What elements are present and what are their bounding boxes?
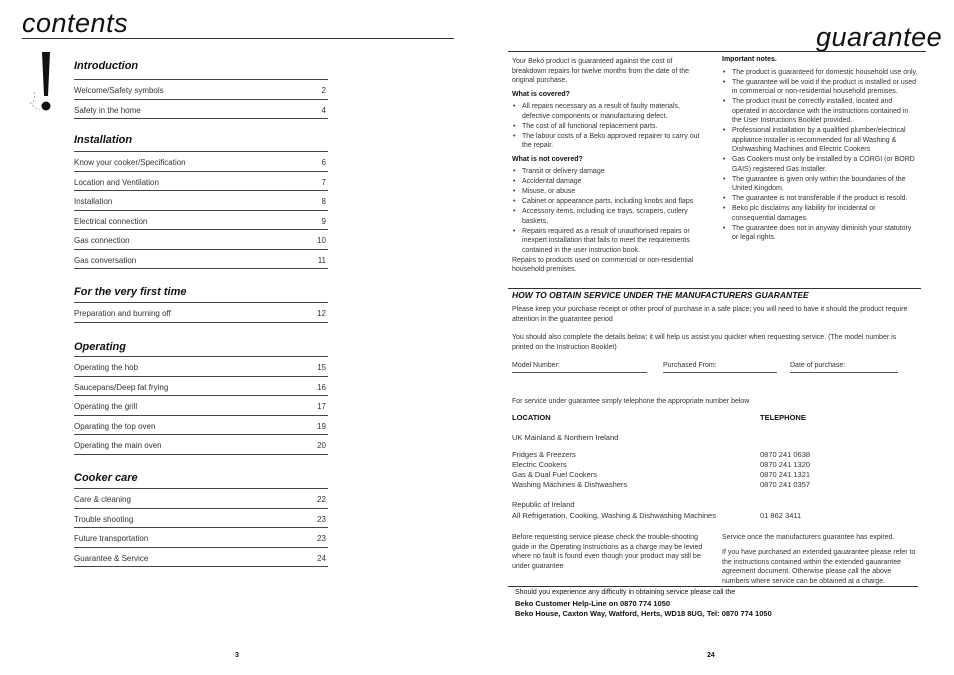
- toc-entry-page: 22: [317, 495, 326, 504]
- location-heading: LOCATION: [512, 413, 551, 422]
- toc-entry[interactable]: [74, 508, 328, 526]
- uk-row-telephone: 0870 241 1321: [760, 470, 811, 479]
- list-item: • The guarantee is given only within the boundaries of the United Kingdom.: [722, 175, 918, 194]
- howto-paragraph-1: Please keep your purchase receipt or other proof of purchase in a safe place; you will need to have it should the product require attention in the guarantee period: [512, 306, 908, 323]
- uk-row-label: Fridges & Freezers: [512, 450, 576, 459]
- toc-entry-page: 4: [321, 105, 326, 115]
- service-intro: For service under guarantee simply telephone the appropriate number below: [512, 398, 750, 405]
- uk-row-telephone: 0870 241 0357: [760, 480, 811, 489]
- not-covered-heading: What is not covered?: [512, 155, 583, 163]
- toc-entry[interactable]: [74, 376, 328, 394]
- list-item: • All repairs necessary as a result of faulty materials, defective components or manufacturing defect.: [512, 102, 707, 121]
- toc-entry-page: 23: [317, 534, 326, 543]
- service-expired-note: Service once the manufacturers guarantee has expired.: [722, 534, 895, 541]
- contents-title: contents: [22, 8, 129, 38]
- toc-entry[interactable]: [74, 79, 328, 97]
- section-end-rule: [74, 268, 328, 269]
- toc-entry-label: Operating the grill: [74, 402, 138, 411]
- howto-heading: HOW TO OBTAIN SERVICE UNDER THE MANUFACTURERS GUARANTEE: [512, 290, 809, 300]
- section-end-rule: [74, 566, 328, 567]
- list-item: • Professional installation by a qualified plumber/electrical appliance installer is recommended for all Washing & Dishwashing Machines and Electric Cookers: [722, 126, 918, 155]
- model-number-label: Model Number:: [512, 362, 560, 369]
- toc-entry[interactable]: [74, 99, 328, 117]
- toc-entry-page: 8: [321, 197, 326, 206]
- toc-entry-page: 20: [317, 441, 326, 450]
- covered-heading: What is covered?: [512, 90, 570, 98]
- toc-entry-label: Installation: [74, 197, 113, 206]
- toc-entry-page: 24: [317, 553, 326, 563]
- list-item: • The guarantee does not in anyway diminish your statutory or legal rights.: [722, 224, 918, 243]
- title-divider: [22, 38, 454, 39]
- toc-entry[interactable]: [74, 395, 328, 413]
- not-covered-tail: Repairs to products used on commercial or non-residential household premises.: [512, 256, 694, 273]
- toc-entry-label: Preparation and burning off: [74, 309, 171, 318]
- toc-entry[interactable]: [74, 171, 328, 189]
- list-item: • Cabinet or appearance parts, including knobs and flaps: [512, 197, 707, 207]
- list-item: • The product is guaranteed for domestic household use only.: [722, 68, 918, 78]
- toc-entry[interactable]: [74, 151, 328, 169]
- telephone-heading: TELEPHONE: [760, 413, 806, 422]
- section-heading: Operating: [74, 341, 126, 353]
- list-item: • Transit or delivery damage: [512, 167, 707, 177]
- guarantee-title: guarantee: [816, 22, 943, 52]
- howto-divider: [508, 288, 921, 289]
- toc-entry-label: Operating the hob: [74, 363, 139, 372]
- guarantee-intro: Your Beko product is guaranteed against the cost of breakdown repairs for twelve months from the date of the original purchase.: [512, 58, 690, 84]
- toc-entry[interactable]: [74, 356, 328, 374]
- section-end-rule: [74, 454, 328, 455]
- roi-label: All Refrigeration, Cooking, Washing & Dishwashing Machines: [512, 511, 716, 520]
- howto-paragraph-2: You should also complete the details below; it will help us assist you quicker when requesting service. (The model number is printed on the Instruction Booklet): [512, 334, 897, 351]
- toc-entry-page: 7: [321, 177, 326, 187]
- bottom-divider: [508, 586, 918, 587]
- toc-entry-label: Location and Ventilation: [74, 177, 159, 187]
- section-heading: For the very first time: [74, 286, 187, 298]
- list-item: • The product must be correctly installed, located and operated in accordance with the instructions contained in the User Instructions Booklet provided.: [722, 97, 918, 126]
- exclamation-warning-icon: [28, 48, 64, 120]
- toc-entry-page: 2: [321, 86, 326, 95]
- uk-heading: UK Mainland & Northern Ireland: [512, 433, 619, 442]
- list-item: • Repairs required as a result of unauthorised repairs or inexpert installation that fails to meet the requirements contained in the user instruction book.: [512, 227, 707, 256]
- difficulty-text: Should you experience any difficulty in obtaining service please call the: [515, 589, 736, 596]
- list-item: • Misuse, or abuse: [512, 187, 707, 197]
- list-item: • The guarantee will be void if the product is installed or used in commercial or non-residential household premises.: [722, 78, 918, 97]
- toc-entry-label: Trouble shooting: [74, 514, 134, 524]
- toc-entry-page: 9: [321, 216, 326, 226]
- date-of-purchase-field[interactable]: [790, 362, 898, 373]
- uk-row-telephone: 0870 241 0638: [760, 450, 811, 459]
- toc-entry-label: Safety in the home: [74, 105, 141, 115]
- toc-entry-page: 11: [317, 255, 326, 265]
- toc-entry-label: Gas conversation: [74, 255, 137, 265]
- list-item: • The labour costs of a Beko approved repairer to carry out the repair.: [512, 132, 707, 151]
- toc-entry-page: 15: [317, 363, 326, 372]
- roi-telephone: 01 862 3411: [760, 511, 802, 520]
- uk-row-label: Gas & Dual Fuel Cookers: [512, 470, 598, 479]
- date-of-purchase-label: Date of purchase:: [790, 362, 846, 369]
- list-item: • The guarantee is not transferable if the product is resold.: [722, 194, 918, 204]
- list-item: • Accidental damage: [512, 177, 707, 187]
- list-item: • Gas Cookers must only be installed by a CORGI (or BORD GAIS) registered Gas Installer.: [722, 155, 918, 174]
- list-item: • Accessory items, including ice trays, scrapers, cutlery baskets,: [512, 207, 707, 226]
- toc-entry-label: Care & cleaning: [74, 495, 131, 504]
- extended-guarantee-note: If you have purchased an extended gauarantee please refer to the instructions contained within the extended gauarantee agreement document. Otherwise please call the above numbers where service can be obtained at a charge.: [722, 549, 916, 585]
- list-item: • Beko plc disclaims any liability for incidental or consequential damages.: [722, 204, 918, 223]
- toc-entry[interactable]: [74, 434, 328, 452]
- toc-entry[interactable]: [74, 302, 328, 320]
- toc-entry-label: Know your cooker/Specification: [74, 158, 186, 167]
- list-item: • The cost of all functional replacement parts.: [512, 122, 707, 132]
- toc-entry-label: Gas connection: [74, 236, 130, 245]
- toc-entry[interactable]: [74, 488, 328, 506]
- toc-entry-label: Saucepans/Deep fat frying: [74, 382, 169, 392]
- toc-entry[interactable]: [74, 415, 328, 433]
- uk-row-label: Washing Machines & Dishwashers: [512, 480, 628, 489]
- toc-entry-label: Future transportation: [74, 534, 149, 543]
- toc-entry-page: 12: [317, 309, 326, 318]
- toc-entry-label: Welcome/Safety symbols: [74, 86, 164, 95]
- toc-entry[interactable]: [74, 210, 328, 228]
- toc-entry[interactable]: [74, 229, 328, 247]
- toc-entry[interactable]: [74, 249, 328, 267]
- toc-entry[interactable]: [74, 527, 328, 545]
- toc-entry-label: Electrical connection: [74, 216, 148, 226]
- toc-entry-label: Operating the main oven: [74, 441, 162, 450]
- toc-entry-page: 19: [317, 421, 326, 431]
- important-heading: Important notes.: [722, 56, 777, 63]
- helpline-text: Beko Customer Help-Line on 0870 774 1050: [515, 599, 671, 608]
- toc-entry-page: 10: [317, 236, 326, 245]
- model-number-field[interactable]: [512, 362, 647, 373]
- purchased-from-label: Purchased From:: [663, 362, 717, 369]
- toc-entry-page: 6: [321, 158, 326, 167]
- toc-entry[interactable]: [74, 547, 328, 565]
- uk-row-telephone: 0870 241 1320: [760, 460, 811, 469]
- section-heading: Cooker care: [74, 472, 138, 484]
- toc-entry-label: Oparating the top oven: [74, 421, 156, 431]
- page-number-left: 3: [235, 652, 239, 659]
- address-text: Beko House, Caxton Way, Watford, Herts, WD18 8UG, Tel: 0870 774 1050: [515, 609, 772, 618]
- toc-entry-page: 23: [317, 514, 326, 524]
- uk-row-label: Electric Cookers: [512, 460, 567, 469]
- title-divider-right: [508, 51, 926, 52]
- important-notes-column: [722, 55, 918, 243]
- section-heading: Introduction: [74, 60, 139, 72]
- page-number-right: 24: [707, 652, 715, 659]
- roi-heading: Republic of Ireland: [512, 500, 575, 509]
- before-service-note: Before requesting service please check the trouble-shooting guide in the Operating Instructions as a charge may be levied where no fault is found even though your product may still be under guarantee: [512, 534, 703, 570]
- toc-entry-page: 16: [317, 382, 326, 392]
- purchased-from-field[interactable]: [663, 362, 777, 373]
- section-end-rule: [74, 322, 328, 323]
- toc-entry-page: 17: [317, 402, 326, 411]
- section-end-rule: [74, 118, 328, 119]
- toc-entry-label: Guarantee & Service: [74, 553, 149, 563]
- toc-entry[interactable]: [74, 190, 328, 208]
- section-heading: Installation: [74, 134, 133, 146]
- coverage-column: [512, 57, 707, 277]
